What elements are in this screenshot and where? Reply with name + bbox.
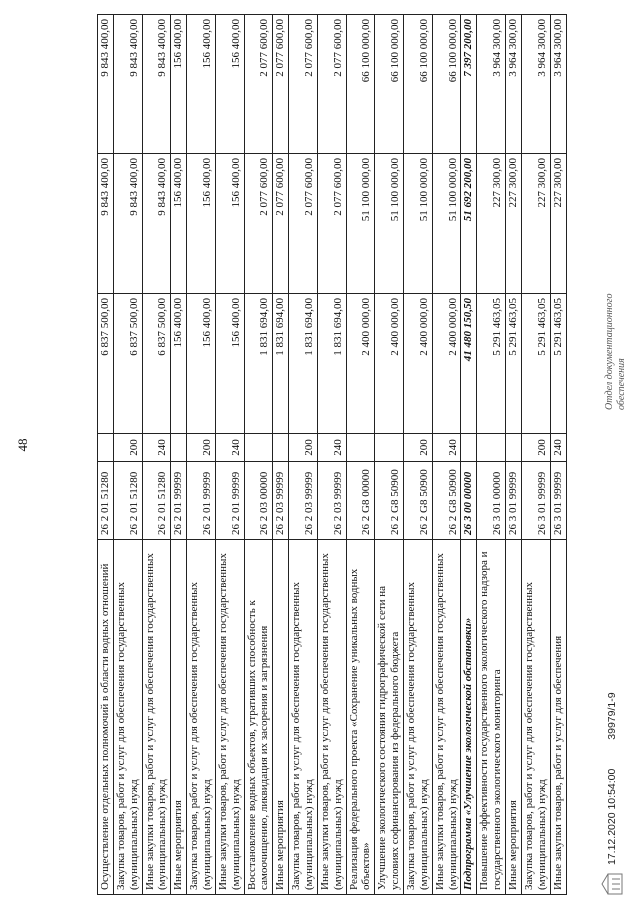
row-expense-type-cell: 240 xyxy=(432,434,461,462)
table-row xyxy=(521,15,550,895)
row-amount-2022-cell: 156 400,00 xyxy=(215,154,244,294)
table-row xyxy=(244,15,273,895)
row-amount-2023-cell: 66 100 000,00 xyxy=(404,15,433,154)
row-code-cell: 26 2 G8 50900 xyxy=(375,462,404,540)
row-amount-2021-cell: 2 400 000,00 xyxy=(404,294,433,434)
row-name-cell: Реализация федерального проекта «Сохранение уникальных водных объектов» xyxy=(346,540,375,895)
row-amount-2021-cell: 5 291 463,05 xyxy=(506,294,522,434)
row-amount-2021-cell: 2 400 000,00 xyxy=(346,294,375,434)
row-amount-2021-cell: 156 400,00 xyxy=(171,294,187,434)
row-code-cell: 26 2 01 99999 xyxy=(171,462,187,540)
row-amount-2022-cell: 9 843 400,00 xyxy=(142,154,171,294)
row-amount-2023-cell: 9 843 400,00 xyxy=(98,15,114,154)
row-amount-2021-cell: 1 831 694,00 xyxy=(273,294,289,434)
row-amount-2022-cell: 51 100 000,00 xyxy=(432,154,461,294)
row-name-cell: Иные закупки товаров, работ и услуг для обеспечения xyxy=(550,540,566,895)
row-amount-2022-cell: 227 300,00 xyxy=(506,154,522,294)
table-row xyxy=(432,15,461,895)
row-code-cell: 26 2 01 99999 xyxy=(215,462,244,540)
row-expense-type-cell xyxy=(273,434,289,462)
row-amount-2023-cell: 2 077 600,00 xyxy=(289,15,318,154)
department-stamp xyxy=(604,240,627,410)
row-expense-type-cell: 200 xyxy=(404,434,433,462)
row-expense-type-cell: 240 xyxy=(550,434,566,462)
row-amount-2021-cell: 5 291 463,05 xyxy=(521,294,550,434)
row-name-cell: Закупка товаров, работ и услуг для обеспечения государственных (муниципальных) нужд xyxy=(521,540,550,895)
table-row xyxy=(317,15,346,895)
row-amount-2021-cell: 1 831 694,00 xyxy=(244,294,273,434)
row-name-cell: Закупка товаров, работ и услуг для обеспечения государственных (муниципальных) нужд xyxy=(404,540,433,895)
row-code-cell: 26 2 03 00000 xyxy=(244,462,273,540)
row-amount-2022-cell: 51 100 000,00 xyxy=(404,154,433,294)
row-expense-type-cell xyxy=(171,434,187,462)
table-row xyxy=(506,15,522,895)
seal-icon xyxy=(600,871,626,897)
table-row xyxy=(113,15,142,895)
row-amount-2022-cell: 51 692 200,00 xyxy=(461,154,477,294)
row-name-cell: Восстановление водных объектов, утративших способность к самоочищению, ликвидация их засорения и загрязнения xyxy=(244,540,273,895)
row-expense-type-cell: 200 xyxy=(187,434,216,462)
row-expense-type-cell xyxy=(346,434,375,462)
row-amount-2021-cell: 6 837 500,00 xyxy=(113,294,142,434)
row-code-cell: 26 2 01 51280 xyxy=(142,462,171,540)
row-expense-type-cell xyxy=(461,434,477,462)
row-amount-2022-cell: 227 300,00 xyxy=(550,154,566,294)
row-amount-2021-cell: 5 291 463,05 xyxy=(477,294,506,434)
row-amount-2022-cell: 227 300,00 xyxy=(477,154,506,294)
row-amount-2021-cell: 2 400 000,00 xyxy=(375,294,404,434)
row-name-cell: Закупка товаров, работ и услуг для обеспечения государственных (муниципальных) нужд xyxy=(113,540,142,895)
row-amount-2023-cell: 66 100 000,00 xyxy=(375,15,404,154)
table-row xyxy=(550,15,566,895)
table-row xyxy=(346,15,375,895)
table-row xyxy=(171,15,187,895)
row-code-cell: 26 2 G8 50900 xyxy=(404,462,433,540)
table-row xyxy=(215,15,244,895)
row-name-cell: Иные закупки товаров, работ и услуг для обеспечения государственных (муниципальных) нужд xyxy=(432,540,461,895)
row-amount-2023-cell: 2 077 600,00 xyxy=(273,15,289,154)
row-amount-2021-cell: 5 291 463,05 xyxy=(550,294,566,434)
row-amount-2023-cell: 156 400,00 xyxy=(215,15,244,154)
row-code-cell: 26 2 03 99999 xyxy=(273,462,289,540)
row-amount-2023-cell: 66 100 000,00 xyxy=(432,15,461,154)
row-amount-2022-cell: 51 100 000,00 xyxy=(346,154,375,294)
row-amount-2023-cell: 3 964 300,00 xyxy=(477,15,506,154)
row-amount-2022-cell: 156 400,00 xyxy=(171,154,187,294)
row-amount-2023-cell: 156 400,00 xyxy=(171,15,187,154)
table-row xyxy=(461,15,477,895)
row-name-cell: Улучшение экологического состояния гидрографической сети на условиях софинансирования из федерального бюджета xyxy=(375,540,404,895)
row-name-cell: Иные закупки товаров, работ и услуг для обеспечения государственных (муниципальных) нужд xyxy=(215,540,244,895)
row-amount-2021-cell: 41 480 150,50 xyxy=(461,294,477,434)
table-row xyxy=(98,15,114,895)
row-name-cell: Иные мероприятия xyxy=(506,540,522,895)
table-row xyxy=(289,15,318,895)
row-expense-type-cell: 200 xyxy=(113,434,142,462)
row-expense-type-cell xyxy=(244,434,273,462)
row-amount-2023-cell: 2 077 600,00 xyxy=(317,15,346,154)
budget-table xyxy=(97,14,567,895)
row-name-cell: Повышение эффективности государственного экологического надзора и государственного экологического мониторинга xyxy=(477,540,506,895)
row-expense-type-cell: 240 xyxy=(142,434,171,462)
row-name-cell: Закупка товаров, работ и услуг для обеспечения государственных (муниципальных) нужд xyxy=(289,540,318,895)
row-amount-2023-cell: 9 843 400,00 xyxy=(113,15,142,154)
row-name-cell: Иные мероприятия xyxy=(273,540,289,895)
row-expense-type-cell xyxy=(375,434,404,462)
row-amount-2023-cell: 156 400,00 xyxy=(187,15,216,154)
row-expense-type-cell xyxy=(506,434,522,462)
table-row xyxy=(273,15,289,895)
row-code-cell: 26 3 01 99999 xyxy=(521,462,550,540)
row-code-cell: 26 2 01 99999 xyxy=(187,462,216,540)
row-name-cell: Подпрограмма «Улучшение экологической обстановки» xyxy=(461,540,477,895)
row-amount-2022-cell: 51 100 000,00 xyxy=(375,154,404,294)
stamp-line-1: Отдел документационного xyxy=(604,293,615,410)
row-amount-2021-cell: 6 837 500,00 xyxy=(98,294,114,434)
table-row xyxy=(187,15,216,895)
footer-date: 17.12.2020 10:54:00 xyxy=(606,768,618,865)
row-expense-type-cell: 240 xyxy=(317,434,346,462)
table-row xyxy=(477,15,506,895)
row-name-cell: Осуществление отдельных полномочий в области водных отношений xyxy=(98,540,114,895)
row-code-cell: 26 3 00 00000 xyxy=(461,462,477,540)
row-name-cell: Иные закупки товаров, работ и услуг для обеспечения государственных (муниципальных) нужд xyxy=(317,540,346,895)
table-row xyxy=(142,15,171,895)
row-amount-2021-cell: 156 400,00 xyxy=(215,294,244,434)
row-code-cell: 26 3 01 99999 xyxy=(550,462,566,540)
row-amount-2022-cell: 2 077 600,00 xyxy=(244,154,273,294)
row-name-cell: Иные мероприятия xyxy=(171,540,187,895)
page-number: 48 xyxy=(15,438,30,452)
row-amount-2021-cell: 156 400,00 xyxy=(187,294,216,434)
footer-registration xyxy=(606,666,618,865)
row-amount-2021-cell: 2 400 000,00 xyxy=(432,294,461,434)
row-amount-2021-cell: 1 831 694,00 xyxy=(289,294,318,434)
row-amount-2022-cell: 2 077 600,00 xyxy=(289,154,318,294)
row-amount-2022-cell: 156 400,00 xyxy=(187,154,216,294)
row-amount-2022-cell: 227 300,00 xyxy=(521,154,550,294)
row-code-cell: 26 2 G8 00000 xyxy=(346,462,375,540)
row-amount-2022-cell: 9 843 400,00 xyxy=(113,154,142,294)
row-expense-type-cell: 200 xyxy=(521,434,550,462)
row-amount-2021-cell: 6 837 500,00 xyxy=(142,294,171,434)
row-expense-type-cell xyxy=(98,434,114,462)
row-code-cell: 26 2 01 51280 xyxy=(113,462,142,540)
table-row xyxy=(375,15,404,895)
footer-doc-id: 39979/1-9 xyxy=(606,692,618,740)
row-expense-type-cell: 240 xyxy=(215,434,244,462)
row-code-cell: 26 2 01 51280 xyxy=(98,462,114,540)
budget-table-body xyxy=(98,15,567,895)
row-amount-2023-cell: 3 964 300,00 xyxy=(550,15,566,154)
row-code-cell: 26 2 03 99999 xyxy=(317,462,346,540)
row-name-cell: Закупка товаров, работ и услуг для обеспечения государственных (муниципальных) нужд xyxy=(187,540,216,895)
row-amount-2023-cell: 9 843 400,00 xyxy=(142,15,171,154)
row-amount-2022-cell: 2 077 600,00 xyxy=(273,154,289,294)
table-row xyxy=(404,15,433,895)
row-amount-2023-cell: 3 964 300,00 xyxy=(506,15,522,154)
stamp-line-2: обеспечения xyxy=(615,358,627,410)
row-name-cell: Иные закупки товаров, работ и услуг для обеспечения государственных (муниципальных) нужд xyxy=(142,540,171,895)
row-amount-2022-cell: 2 077 600,00 xyxy=(317,154,346,294)
row-code-cell: 26 2 03 99999 xyxy=(289,462,318,540)
row-amount-2023-cell: 3 964 300,00 xyxy=(521,15,550,154)
row-amount-2023-cell: 66 100 000,00 xyxy=(346,15,375,154)
row-code-cell: 26 3 01 99999 xyxy=(506,462,522,540)
row-code-cell: 26 2 G8 50900 xyxy=(432,462,461,540)
row-amount-2023-cell: 2 077 600,00 xyxy=(244,15,273,154)
row-code-cell: 26 3 01 00000 xyxy=(477,462,506,540)
row-expense-type-cell xyxy=(477,434,506,462)
row-expense-type-cell: 200 xyxy=(289,434,318,462)
row-amount-2022-cell: 9 843 400,00 xyxy=(98,154,114,294)
row-amount-2023-cell: 7 397 200,00 xyxy=(461,15,477,154)
row-amount-2021-cell: 1 831 694,00 xyxy=(317,294,346,434)
